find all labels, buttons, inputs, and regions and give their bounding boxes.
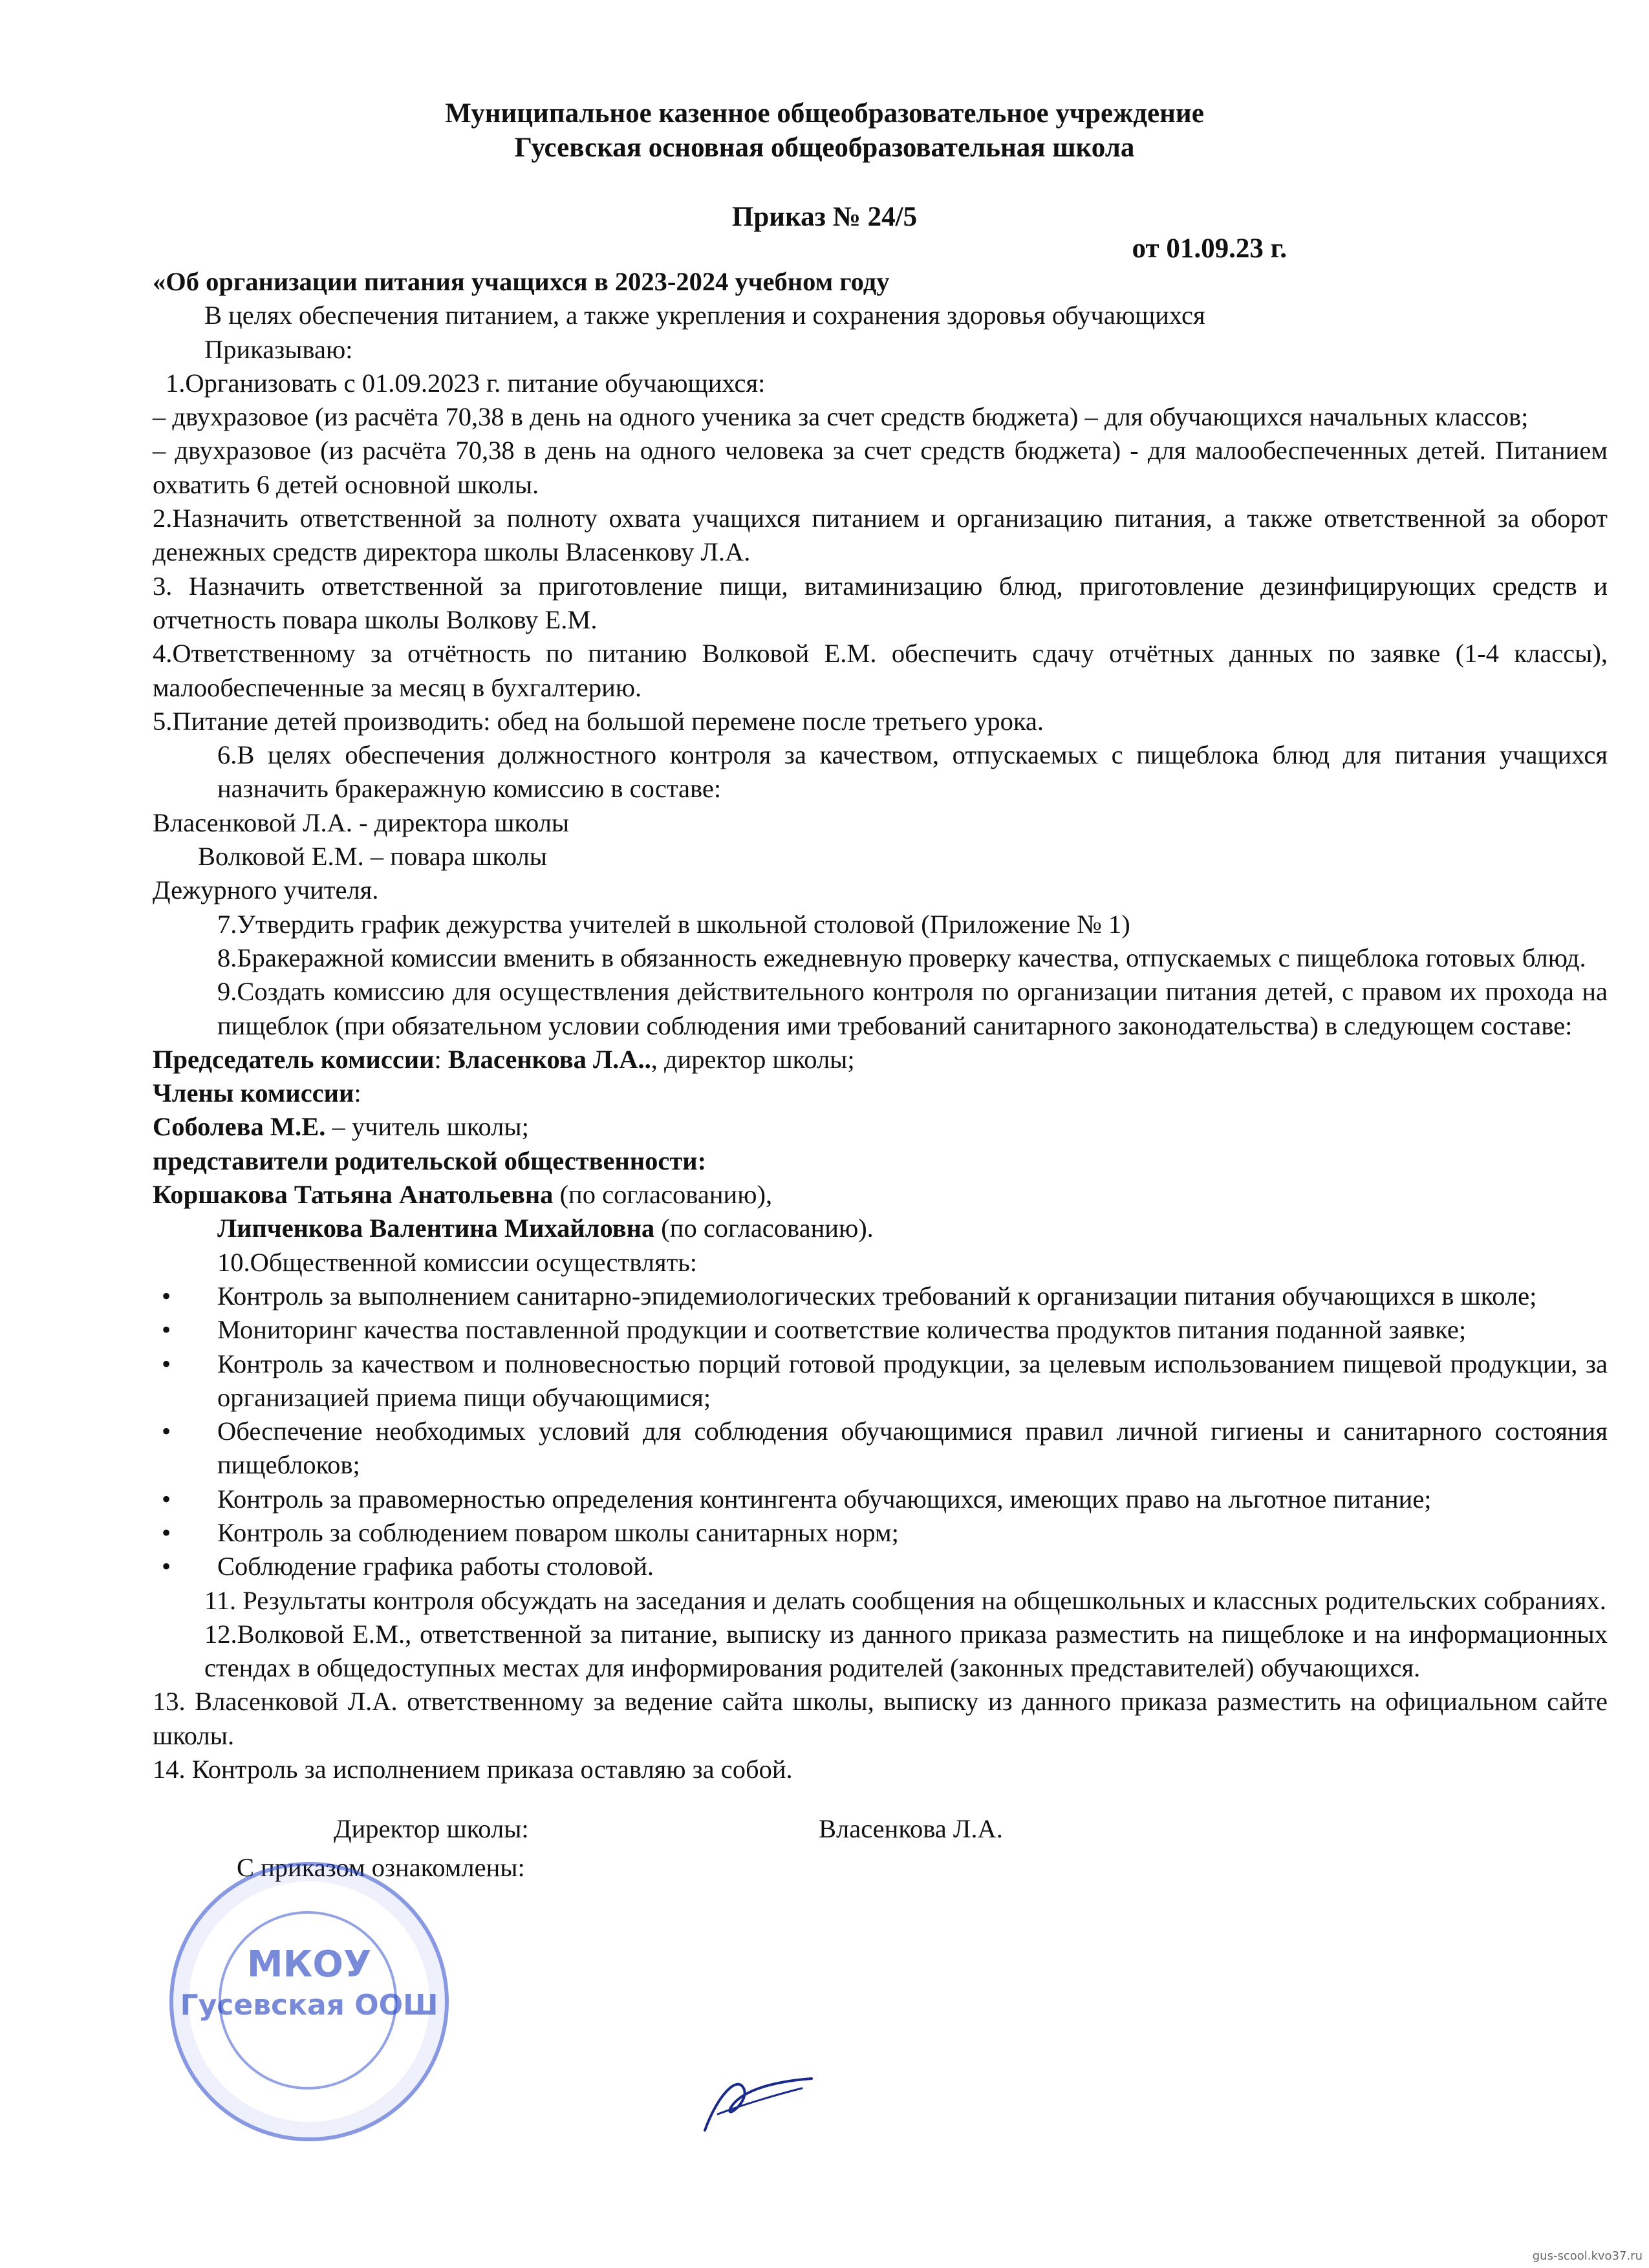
commission-chair [153,1043,1608,1076]
school-stamp: МКОУ Гусевская ООШ [169,1862,449,2141]
item-4: 4.Ответственному за отчётность по питанию Волковой Е.М. обеспечить сдачу отчётных данных по заявке (1-4 классы), малообеспеченные за месяц в бухгалтерию. [153,639,1608,702]
parents-label: представители родительской общественности: [153,1146,707,1175]
bullet-icon: • [162,1552,171,1581]
monitoring-list [153,1279,1608,1584]
source-watermark: gus-scool.kvo37.ru [1532,2249,1643,2263]
order-subject: «Об организации питания учащихся в 2023-2024 учебном году [153,267,890,296]
bullet-icon: • [162,1484,171,1514]
members-label: Члены комиссии [153,1078,354,1108]
order-word: Приказываю: [204,334,353,364]
order-body [153,265,1608,1885]
item-1b: – двухразовое (из расчёта 70,38 в день на одного человека за счет средств бюджета) - для малообеспеченных детей. Питанием охватить 6 детей основной школы. [153,436,1608,499]
list-item: • Контроль за выполнением санитарно-эпидемиологических требований к организации питания обучающихся в школе; [153,1279,1608,1313]
item-11: 11. Результаты контроля обсуждать на заседания и делать сообщения на общешкольных и классных родительских собраниях. [204,1585,1606,1615]
parent-1 [153,1178,1608,1212]
parent-2 [153,1212,1608,1245]
signature-row [153,1812,1608,1851]
list-item: • Контроль за качеством и полновесностью порций готовой продукции, за целевым использованием пищевой продукции, за организацией приема пищи обучающимися; [153,1347,1608,1415]
list-item: • Контроль за соблюдением поваром школы санитарных норм; [153,1516,1608,1550]
item-6: 6.В целях обеспечения должностного контроля за качеством, отпускаемых с пищеблока блюд для питания учащихся назначить бракеражную комиссию в составе: [217,740,1608,804]
item-10: 10.Общественной комиссии осуществлять: [217,1247,698,1277]
item-6a: Власенковой Л.А. - директора школы [153,808,570,837]
parent1-name: Коршакова Татьяна Анатольевна [153,1180,554,1210]
director-signature [692,2069,821,2140]
acquainted-label: С приказом ознакомлены: [237,1853,525,1883]
item-14: 14. Контроль за исполнением приказа оставляю за собой. [153,1755,793,1784]
item-6c: Дежурного учителя. [153,875,379,905]
list-item: • Мониторинг качества поставленной продукции и соответствие количества продуктов питания поданной заявке; [153,1313,1608,1347]
bullet-icon: • [162,1281,171,1311]
item-3: 3. Назначить ответственной за приготовление пищи, витаминизацию блюд, приготовление дезинфицирующих средств и отчетность повара школы Волкову Е.М. [153,571,1608,634]
item-2: 2.Назначить ответственной за полноту охвата учащихся питанием и организацию питания, а также ответственной за оборот денежных средств директора школы Власенкову Л.А. [153,504,1608,567]
item-6b: Волковой Е.М. – повара школы [198,842,547,872]
bullet-icon: • [162,1517,171,1547]
members-colon: : [354,1078,361,1108]
item-1a: – двухразовое (из расчёта 70,38 в день на одного ученика за счет средств бюджета) – для обучающихся начальных классов; [153,402,1529,432]
member1-name: Соболева М.Е. [153,1112,326,1142]
parent2-note: (по согласованию). [654,1214,874,1243]
bullet-icon: • [162,1349,171,1378]
item-8: 8.Бракеражной комиссии вменить в обязанность ежедневную проверку качества, отпускаемых с пищеблока готовых блюд. [217,943,1586,972]
member1-role: – учитель школы; [325,1112,529,1142]
order-date: от 01.09.23 г. [1132,233,1287,264]
item-13: 13. Власенковой Л.А. ответственному за ведение сайта школы, выписку из данного приказа разместить на официальном сайте школы. [153,1687,1608,1750]
org-name-line1: Муниципальное казенное общеобразовательное учреждение [445,98,1204,129]
director-label: Директор школы: [334,1814,529,1844]
member-1 [153,1110,1608,1144]
bullet-icon: • [162,1417,171,1446]
order-purpose: В целях обеспечения питанием, а также укрепления и сохранения здоровья обучающихся [204,301,1205,330]
item-9: 9.Создать комиссию для осуществления действительного контроля по организации питания детей, с правом их прохода на пищеблок (при обязательном условии соблюдения ими требований санитарного законодательства) в следующем составе: [217,977,1608,1040]
bullet-icon: • [162,1315,171,1345]
item-1: 1.Организовать с 01.09.2023 г. питание обучающихся: [166,368,766,398]
list-item: • Соблюдение графика работы столовой. [153,1550,1608,1583]
item-5: 5.Питание детей производить: обед на большой перемене после третьего урока. [153,706,1044,736]
order-title: Приказ № 24/5 [731,202,918,232]
list-item: • Контроль за правомерностью определения контингента обучающихся, имеющих право на льготное питание; [153,1482,1608,1516]
item-12: 12.Волковой Е.М., ответственной за питание, выписку из данного приказа разместить на пищеблоке и на информационных стендах в общедоступных местах для информирования родителей (законных представителей) обучающихся. [204,1619,1608,1683]
chair-label: Председатель комиссии [153,1044,435,1074]
item-7: 7.Утвердить график дежурства учителей в школьной столовой (Приложение № 1) [217,909,1130,939]
chair-name: Власенкова Л.А.. [447,1044,651,1074]
org-name-line2: Гусевская основная общеобразовательная школа [514,133,1135,163]
chair-role: , директор школы; [651,1044,855,1074]
parent1-note: (по согласованию), [553,1180,773,1210]
director-name: Власенкова Л.А. [819,1814,1003,1844]
parent2-name: Липченкова Валентина Михайловна [217,1214,655,1243]
chair-sep: : [434,1044,448,1074]
members-heading [153,1076,1608,1110]
list-item: • Обеспечение необходимых условий для соблюдения обучающимися правил личной гигиены и санитарного состояния пищеблоков; [153,1415,1608,1482]
